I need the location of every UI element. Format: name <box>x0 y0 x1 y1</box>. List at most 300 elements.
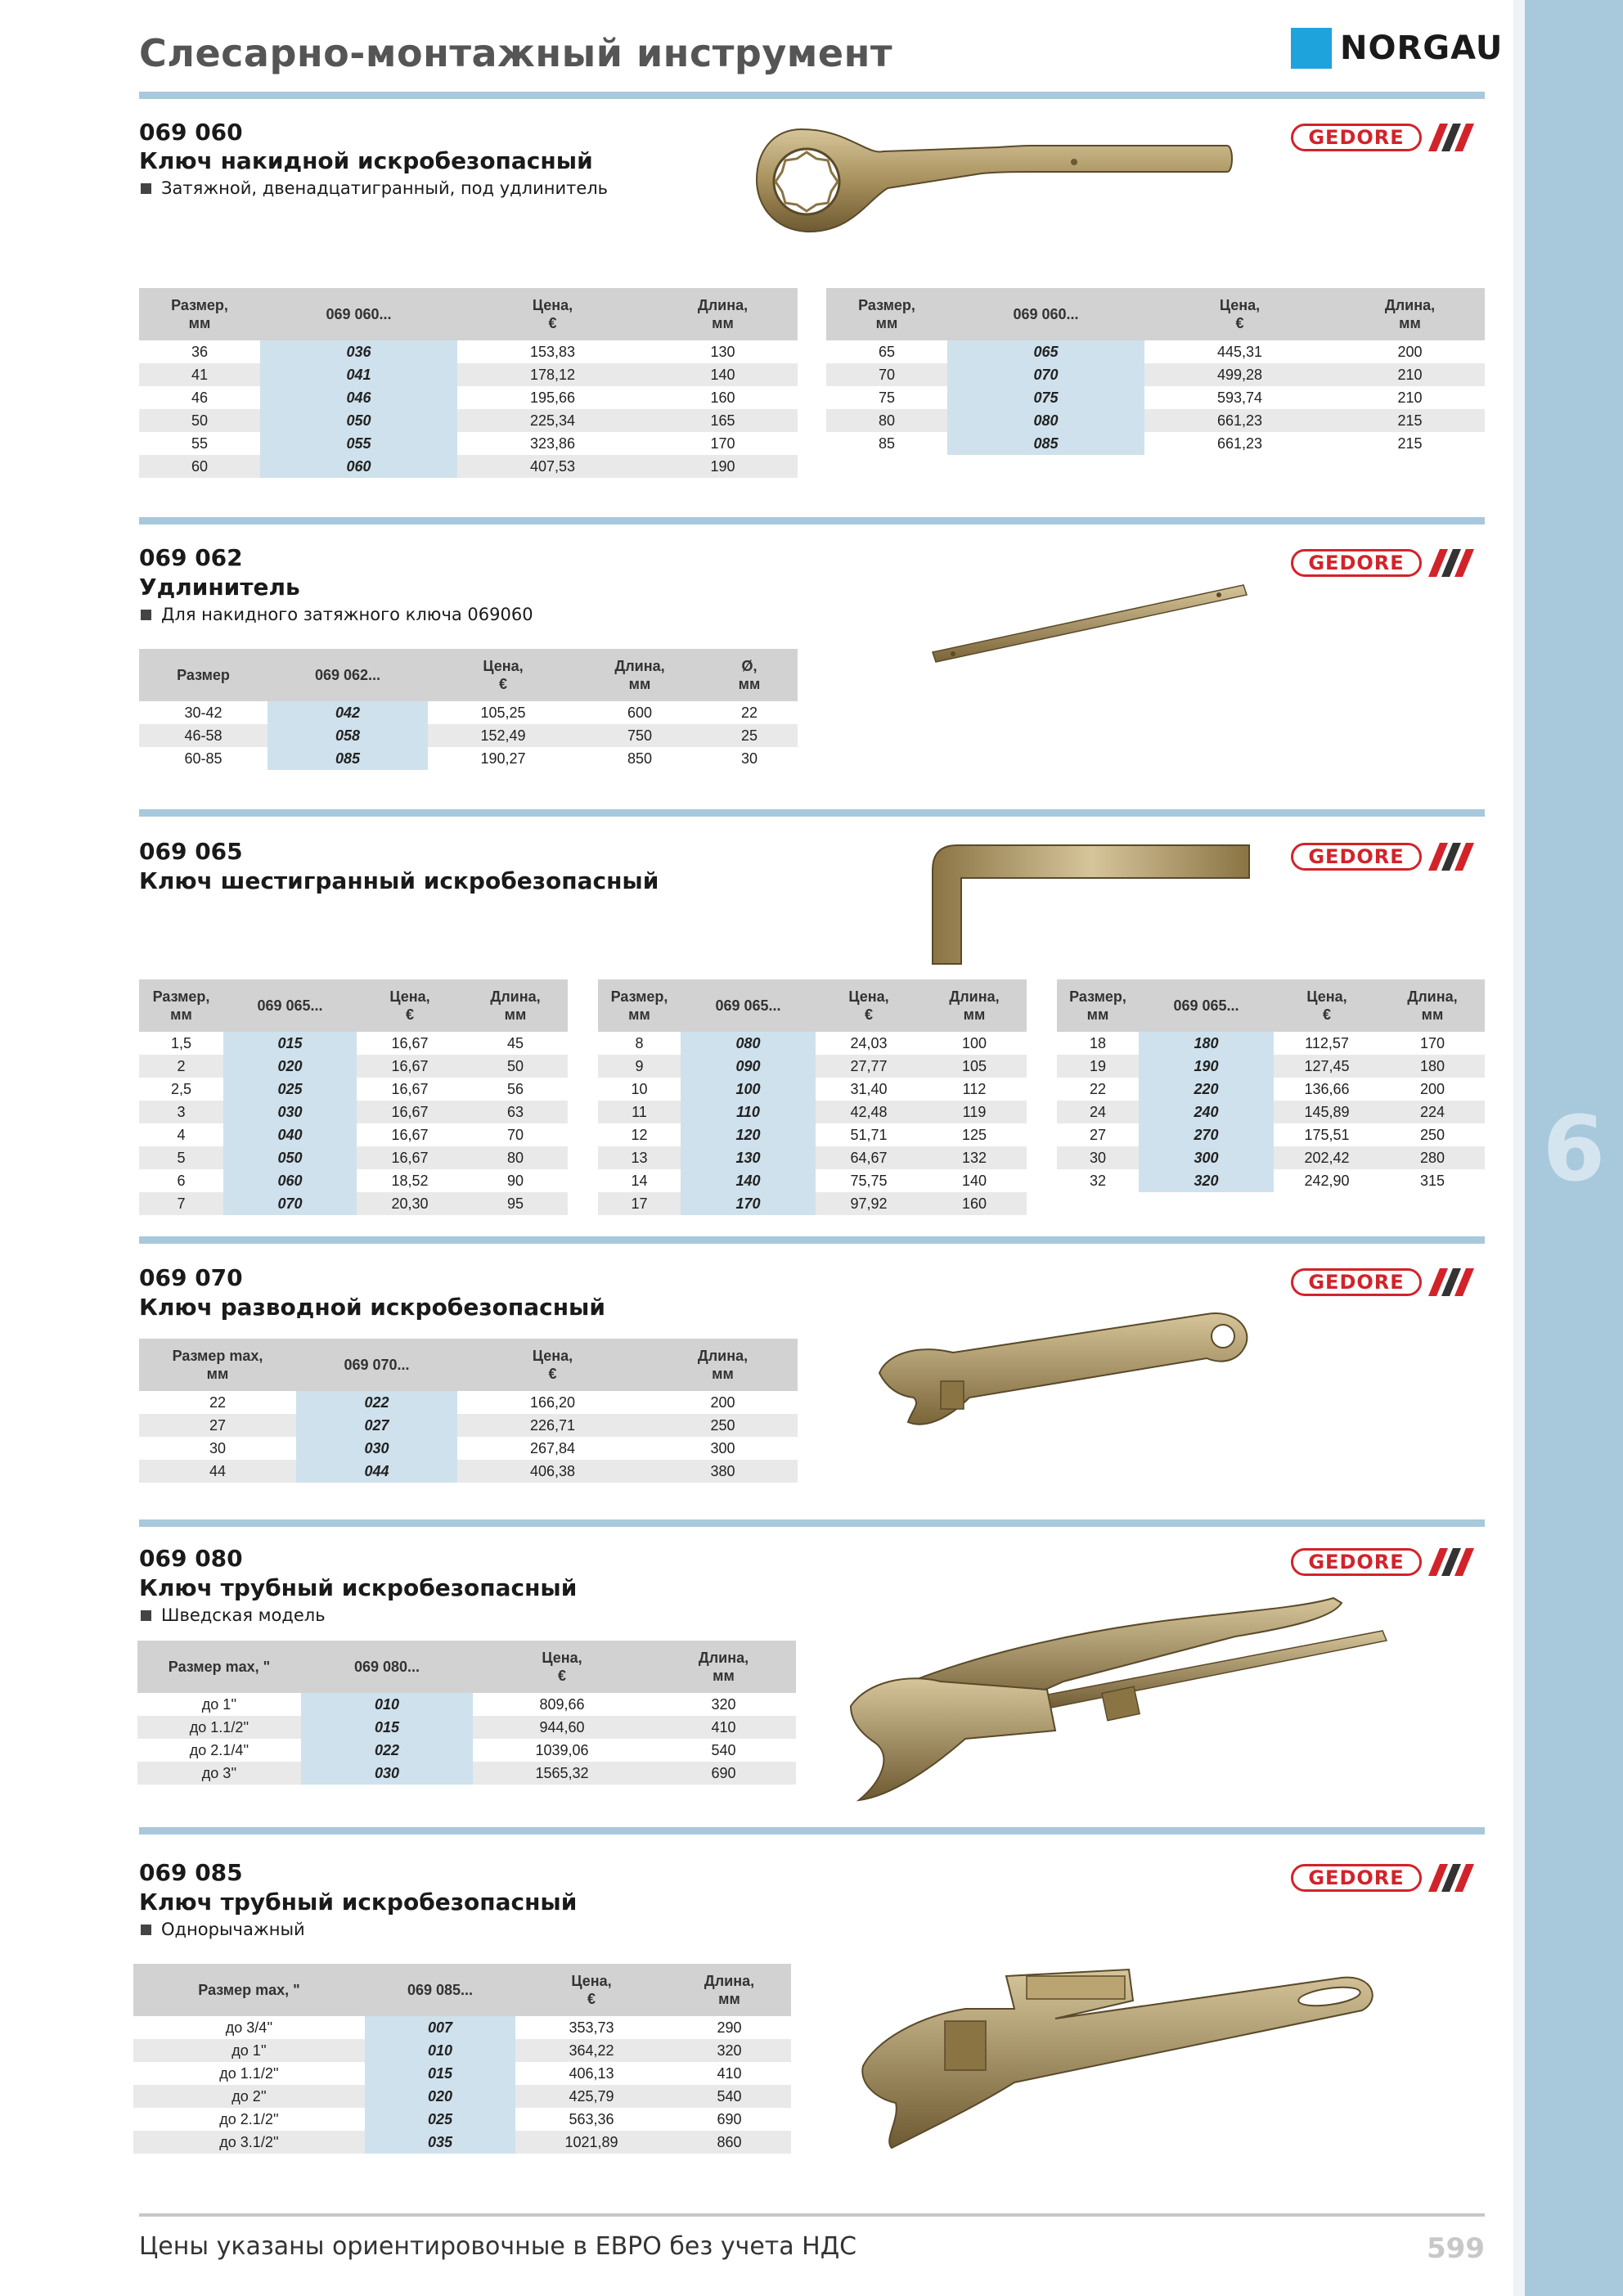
table-row <box>139 1437 798 1460</box>
table-row <box>139 1078 568 1101</box>
price-cell: 145,89 <box>1274 1101 1380 1123</box>
table-row <box>826 409 1485 432</box>
length-cell: 320 <box>668 2039 791 2062</box>
price-cell: 593,74 <box>1216 389 1263 406</box>
length-cell: 215 <box>1397 434 1423 452</box>
length-cell: 540 <box>668 2085 791 2108</box>
length-cell: 380 <box>648 1460 798 1483</box>
gedore-stripes-icon <box>1428 124 1477 151</box>
bullet-icon <box>141 1610 151 1621</box>
article-cell: 027 <box>296 1414 457 1437</box>
table-row <box>1057 1032 1485 1055</box>
price-cell: 136,66 <box>1304 1080 1350 1097</box>
column-header: 069 070... <box>296 1339 457 1391</box>
size-cell: 9 <box>598 1055 681 1078</box>
price-cell: 226,71 <box>457 1414 648 1437</box>
section-code: 069 062 <box>139 544 243 571</box>
article-cell: 050 <box>223 1146 357 1169</box>
section-title: Ключ трубный искробезопасный <box>139 1574 578 1601</box>
price-table <box>139 288 798 478</box>
table-row <box>139 701 798 724</box>
table-row <box>598 1192 1027 1215</box>
length-cell: 119 <box>922 1101 1027 1123</box>
price-cell: 225,34 <box>457 409 648 432</box>
price-cell: 105,25 <box>480 704 526 721</box>
length-cell: 50 <box>463 1055 568 1078</box>
price-cell: 20,30 <box>357 1192 463 1215</box>
table-row <box>133 2016 791 2039</box>
price-cell: 97,92 <box>816 1192 922 1215</box>
footer-divider <box>139 2213 1485 2217</box>
size-cell: 46-58 <box>139 724 268 747</box>
column-header: 069 065... <box>223 979 357 1032</box>
bullet-icon <box>141 610 151 620</box>
page-title: Слесарно-монтажный инструмент <box>139 31 893 75</box>
price-cell: 16,67 <box>357 1101 463 1123</box>
length-cell: 210 <box>1335 363 1485 386</box>
length-cell: 215 <box>1335 409 1485 432</box>
length-cell: 180 <box>1380 1055 1485 1078</box>
table-row <box>137 1716 796 1739</box>
table-row <box>139 747 798 770</box>
price-cell: 27,77 <box>816 1055 922 1078</box>
article-cell: 020 <box>365 2085 515 2108</box>
length-cell: 132 <box>922 1146 1027 1169</box>
size-cell: 2 <box>139 1055 223 1078</box>
price-cell: 175,51 <box>1304 1126 1350 1143</box>
table-row <box>139 724 798 747</box>
length-cell: 165 <box>648 409 798 432</box>
ring-wrench-icon <box>753 123 1235 237</box>
column-header: Размер max, " <box>133 1964 365 2016</box>
price-table <box>598 979 1027 1215</box>
article-cell: 070 <box>223 1192 357 1215</box>
length-cell: 280 <box>1380 1146 1485 1169</box>
column-header: 069 060... <box>260 288 457 340</box>
length-cell: 170 <box>1419 1034 1445 1051</box>
length-cell: 600 <box>627 704 653 721</box>
price-cell: 406,13 <box>569 2064 614 2082</box>
adjustable-wrench-icon <box>863 1308 1256 1447</box>
length-cell: 290 <box>717 2019 742 2036</box>
section-divider <box>139 517 1485 524</box>
section-note <box>141 1920 305 1939</box>
price-cell: 242,90 <box>1304 1172 1350 1189</box>
length-cell: 80 <box>463 1146 568 1169</box>
table-row <box>139 1414 798 1437</box>
column-header: Цена, € <box>1274 979 1380 1032</box>
size-cell: 85 <box>878 434 896 452</box>
length-cell: 70 <box>506 1126 524 1143</box>
article-cell: 085 <box>947 432 1144 455</box>
diameter-cell: 25 <box>701 724 798 747</box>
logo-square-icon <box>1291 28 1332 69</box>
price-table <box>826 288 1485 455</box>
size-cell: до 2.1/2'' <box>219 2110 279 2127</box>
price-cell: 178,12 <box>457 363 648 386</box>
size-cell: 3 <box>139 1101 223 1123</box>
section-note <box>141 605 533 624</box>
price-cell: 42,48 <box>816 1101 922 1123</box>
size-cell: до 3/4'' <box>225 2019 273 2036</box>
table-row <box>139 386 798 409</box>
column-header: Длина, мм <box>668 1964 791 2016</box>
section-title: Удлинитель <box>139 574 300 601</box>
price-cell: 64,67 <box>816 1146 922 1169</box>
column-header: Размер, мм <box>139 288 260 340</box>
bullet-icon <box>141 1925 151 1935</box>
size-cell: 65 <box>878 343 896 360</box>
size-cell: до 2.1/4'' <box>189 1741 250 1758</box>
size-cell: до 3'' <box>137 1762 301 1785</box>
size-cell: до 3.1/2'' <box>133 2131 365 2154</box>
table-row <box>598 1032 1027 1055</box>
article-cell: 085 <box>268 747 428 770</box>
bullet-icon <box>141 183 151 194</box>
length-cell: 320 <box>711 1695 736 1713</box>
size-cell: до 2'' <box>133 2085 365 2108</box>
table-row <box>139 1192 568 1215</box>
table-row <box>598 1146 1027 1169</box>
size-cell: 11 <box>598 1101 681 1123</box>
price-cell: 499,28 <box>1144 363 1335 386</box>
article-cell: 180 <box>1139 1032 1274 1055</box>
length-cell: 105 <box>922 1055 1027 1078</box>
size-cell: 24 <box>1057 1101 1139 1123</box>
table-row <box>133 2062 791 2085</box>
price-cell: 18,52 <box>391 1172 429 1189</box>
article-cell: 170 <box>681 1192 816 1215</box>
price-cell: 809,66 <box>539 1695 585 1713</box>
note-text: Затяжной, двенадцатигранный, под удлинитель <box>161 178 609 198</box>
column-header: Цена, € <box>515 1964 668 2016</box>
price-cell: 153,83 <box>529 343 576 360</box>
table-row <box>137 1693 796 1716</box>
size-cell: 46 <box>191 389 209 406</box>
size-cell: до 1'' <box>201 1695 237 1713</box>
price-cell: 267,84 <box>529 1439 576 1456</box>
swedish-pipe-wrench-icon <box>843 1591 1391 1808</box>
price-cell: 195,66 <box>529 389 576 406</box>
price-cell: 202,42 <box>1274 1146 1380 1169</box>
article-cell: 022 <box>301 1739 473 1762</box>
diameter-cell: 22 <box>740 704 758 721</box>
table-row <box>133 2085 791 2108</box>
size-cell: 22 <box>209 1393 227 1411</box>
table-row <box>826 386 1485 409</box>
article-cell: 075 <box>947 386 1144 409</box>
table-row <box>139 1055 568 1078</box>
gedore-label: GEDORE <box>1308 1271 1405 1294</box>
table-row <box>826 340 1485 363</box>
section-divider <box>139 1236 1485 1244</box>
size-cell: 7 <box>139 1192 223 1215</box>
table-row <box>139 1146 568 1169</box>
page-number: 599 <box>1427 2232 1485 2265</box>
article-cell: 042 <box>268 701 428 724</box>
length-cell: 224 <box>1380 1101 1485 1123</box>
gedore-label: GEDORE <box>1308 1551 1405 1573</box>
length-cell: 140 <box>648 363 798 386</box>
column-header: Цена, € <box>357 979 463 1032</box>
length-cell: 250 <box>1419 1126 1445 1143</box>
article-cell: 010 <box>301 1693 473 1716</box>
size-cell: 4 <box>177 1126 186 1143</box>
table-row <box>137 1739 796 1762</box>
size-cell: до 1.1/2'' <box>137 1716 301 1739</box>
gedore-label: GEDORE <box>1308 845 1405 868</box>
column-header: Цена, € <box>457 288 648 340</box>
article-cell: 030 <box>296 1437 457 1460</box>
size-cell: 32 <box>1089 1172 1107 1189</box>
article-cell: 025 <box>223 1078 357 1101</box>
hex-key-icon <box>928 841 1256 968</box>
length-cell: 750 <box>578 724 701 747</box>
section-code: 069 085 <box>139 1859 243 1886</box>
column-header: Длина, мм <box>578 649 701 701</box>
price-cell: 323,86 <box>529 434 576 452</box>
table-row <box>826 363 1485 386</box>
article-cell: 058 <box>268 724 428 747</box>
size-cell: 10 <box>631 1080 648 1097</box>
price-cell: 166,20 <box>529 1393 576 1411</box>
article-cell: 015 <box>301 1716 473 1739</box>
article-cell: 080 <box>681 1032 816 1055</box>
article-cell: 130 <box>681 1146 816 1169</box>
length-cell: 540 <box>711 1741 736 1758</box>
price-table <box>139 979 568 1215</box>
article-cell: 015 <box>365 2062 515 2085</box>
article-cell: 041 <box>260 363 457 386</box>
price-cell: 407,53 <box>457 455 648 478</box>
section-note <box>141 178 608 198</box>
article-cell: 007 <box>365 2016 515 2039</box>
gedore-label: GEDORE <box>1308 1866 1405 1889</box>
length-cell: 190 <box>648 455 798 478</box>
length-cell: 90 <box>506 1172 524 1189</box>
article-cell: 022 <box>296 1391 457 1414</box>
column-header: Ø, мм <box>701 649 798 701</box>
price-cell: 75,75 <box>850 1172 888 1189</box>
length-cell: 315 <box>1419 1172 1445 1189</box>
size-cell: 8 <box>635 1034 644 1051</box>
article-cell: 035 <box>365 2131 515 2154</box>
price-cell: 16,67 <box>391 1034 429 1051</box>
article-cell: 300 <box>1139 1146 1274 1169</box>
length-cell: 210 <box>1397 389 1423 406</box>
gedore-logo <box>1291 547 1487 579</box>
length-cell: 250 <box>648 1414 798 1437</box>
table-row <box>139 455 798 478</box>
size-cell: 27 <box>1089 1126 1107 1143</box>
price-table <box>1057 979 1485 1192</box>
gedore-stripes-icon <box>1428 843 1477 871</box>
table-row <box>1057 1078 1485 1101</box>
price-cell: 661,23 <box>1144 409 1335 432</box>
table-row <box>598 1169 1027 1192</box>
length-cell: 410 <box>651 1716 796 1739</box>
price-cell: 353,73 <box>569 2019 614 2036</box>
gedore-logo <box>1291 121 1487 154</box>
size-cell: 6 <box>177 1172 186 1189</box>
length-cell: 860 <box>668 2131 791 2154</box>
article-cell: 036 <box>260 340 457 363</box>
size-cell: 60 <box>139 455 260 478</box>
length-cell: 170 <box>710 434 735 452</box>
pipe-wrench-icon <box>851 1960 1382 2152</box>
column-header: 069 060... <box>947 288 1144 340</box>
section-code: 069 060 <box>139 119 243 146</box>
table-row <box>133 2108 791 2131</box>
table-row <box>598 1078 1027 1101</box>
price-cell: 16,67 <box>391 1080 429 1097</box>
section-title: Ключ накидной искробезопасный <box>139 147 593 174</box>
price-cell: 661,23 <box>1216 434 1263 452</box>
size-cell: 22 <box>1089 1080 1107 1097</box>
size-cell: 12 <box>631 1126 648 1143</box>
table-row <box>139 409 798 432</box>
gedore-stripes-icon <box>1428 549 1477 577</box>
note-text: Для накидного затяжного ключа 069060 <box>161 605 533 624</box>
price-cell: 51,71 <box>850 1126 888 1143</box>
article-cell: 015 <box>223 1032 357 1055</box>
article-cell: 240 <box>1139 1101 1274 1123</box>
price-cell: 152,49 <box>428 724 578 747</box>
column-header: 069 062... <box>268 649 428 701</box>
article-cell: 090 <box>681 1055 816 1078</box>
length-cell: 130 <box>710 343 735 360</box>
section-title: Ключ шестигранный искробезопасный <box>139 867 659 894</box>
note-text: Однорычажный <box>161 1920 305 1939</box>
norgau-logo <box>1291 28 1503 69</box>
price-cell: 1021,89 <box>515 2131 668 2154</box>
size-cell: 75 <box>878 389 896 406</box>
price-cell: 190,27 <box>480 750 526 767</box>
table-row <box>598 1123 1027 1146</box>
length-cell: 690 <box>717 2110 742 2127</box>
length-cell: 850 <box>627 750 653 767</box>
size-cell: 70 <box>826 363 947 386</box>
column-header: Размер max, " <box>137 1641 301 1693</box>
article-cell: 030 <box>223 1101 357 1123</box>
article-cell: 190 <box>1139 1055 1274 1078</box>
extension-bar-icon <box>924 577 1252 675</box>
length-cell: 160 <box>922 1192 1027 1215</box>
table-row <box>139 1101 568 1123</box>
section-title: Ключ разводной искробезопасный <box>139 1294 605 1321</box>
price-cell: 1565,32 <box>473 1762 651 1785</box>
price-table <box>133 1964 791 2154</box>
section-note <box>141 1605 326 1625</box>
size-cell: 50 <box>139 409 260 432</box>
article-cell: 055 <box>260 432 457 455</box>
column-header: Цена, € <box>428 649 578 701</box>
price-cell: 16,67 <box>357 1146 463 1169</box>
article-cell: 100 <box>681 1078 816 1101</box>
gedore-logo <box>1291 840 1487 873</box>
column-header: 069 065... <box>681 979 816 1032</box>
length-cell: 100 <box>961 1034 987 1051</box>
gedore-logo <box>1291 1862 1487 1894</box>
size-cell: 60-85 <box>184 750 223 767</box>
price-cell: 31,40 <box>850 1080 888 1097</box>
article-cell: 110 <box>681 1101 816 1123</box>
length-cell: 410 <box>717 2064 742 2082</box>
size-cell: 2,5 <box>170 1080 192 1097</box>
price-cell: 24,03 <box>850 1034 888 1051</box>
length-cell: 200 <box>1419 1080 1445 1097</box>
column-header: Размер, мм <box>598 979 681 1032</box>
size-cell: 14 <box>631 1172 648 1189</box>
column-header: 069 085... <box>365 1964 515 2016</box>
table-row <box>139 1460 798 1483</box>
table-row <box>139 1169 568 1192</box>
article-cell: 070 <box>947 363 1144 386</box>
article-cell: 060 <box>260 455 457 478</box>
article-cell: 120 <box>681 1123 816 1146</box>
column-header: Цена, € <box>1144 288 1335 340</box>
size-cell: 80 <box>826 409 947 432</box>
section-divider <box>139 1827 1485 1835</box>
price-cell: 364,22 <box>515 2039 668 2062</box>
note-text: Шведская модель <box>161 1605 326 1625</box>
article-cell: 010 <box>365 2039 515 2062</box>
price-cell: 563,36 <box>569 2110 614 2127</box>
size-cell: 30 <box>209 1439 227 1456</box>
article-cell: 140 <box>681 1169 816 1192</box>
gedore-logo <box>1291 1266 1487 1299</box>
gedore-stripes-icon <box>1428 1268 1477 1296</box>
table-row <box>139 1032 568 1055</box>
price-table <box>139 1339 798 1483</box>
section-divider <box>139 809 1485 817</box>
table-row <box>139 432 798 455</box>
column-header: Цена, € <box>473 1641 651 1693</box>
article-cell: 270 <box>1139 1123 1274 1146</box>
size-cell: 55 <box>191 434 209 452</box>
article-cell: 020 <box>223 1055 357 1078</box>
article-cell: 030 <box>301 1762 473 1785</box>
size-cell: до 1'' <box>133 2039 365 2062</box>
table-row <box>139 1391 798 1414</box>
column-header: 069 065... <box>1139 979 1274 1032</box>
size-cell: 30 <box>1057 1146 1139 1169</box>
section-code: 069 065 <box>139 838 243 865</box>
size-cell: 17 <box>598 1192 681 1215</box>
price-cell: 112,57 <box>1305 1034 1349 1051</box>
article-cell: 025 <box>365 2108 515 2131</box>
article-cell: 040 <box>223 1123 357 1146</box>
column-header: Цена, € <box>816 979 922 1032</box>
length-cell: 56 <box>506 1080 524 1097</box>
table-row <box>1057 1146 1485 1169</box>
length-cell: 160 <box>710 389 735 406</box>
price-cell: 1039,06 <box>535 1741 589 1758</box>
length-cell: 63 <box>463 1101 568 1123</box>
table-row <box>139 1123 568 1146</box>
size-cell: 27 <box>139 1414 296 1437</box>
article-cell: 060 <box>223 1169 357 1192</box>
length-cell: 140 <box>961 1172 987 1189</box>
price-cell: 944,60 <box>473 1716 651 1739</box>
section-title: Ключ трубный искробезопасный <box>139 1889 578 1916</box>
length-cell: 95 <box>463 1192 568 1215</box>
column-header: Длина, мм <box>463 979 568 1032</box>
price-cell: 406,38 <box>457 1460 648 1483</box>
column-header: Длина, мм <box>648 288 798 340</box>
length-cell: 125 <box>961 1126 987 1143</box>
section-divider <box>139 92 1485 99</box>
